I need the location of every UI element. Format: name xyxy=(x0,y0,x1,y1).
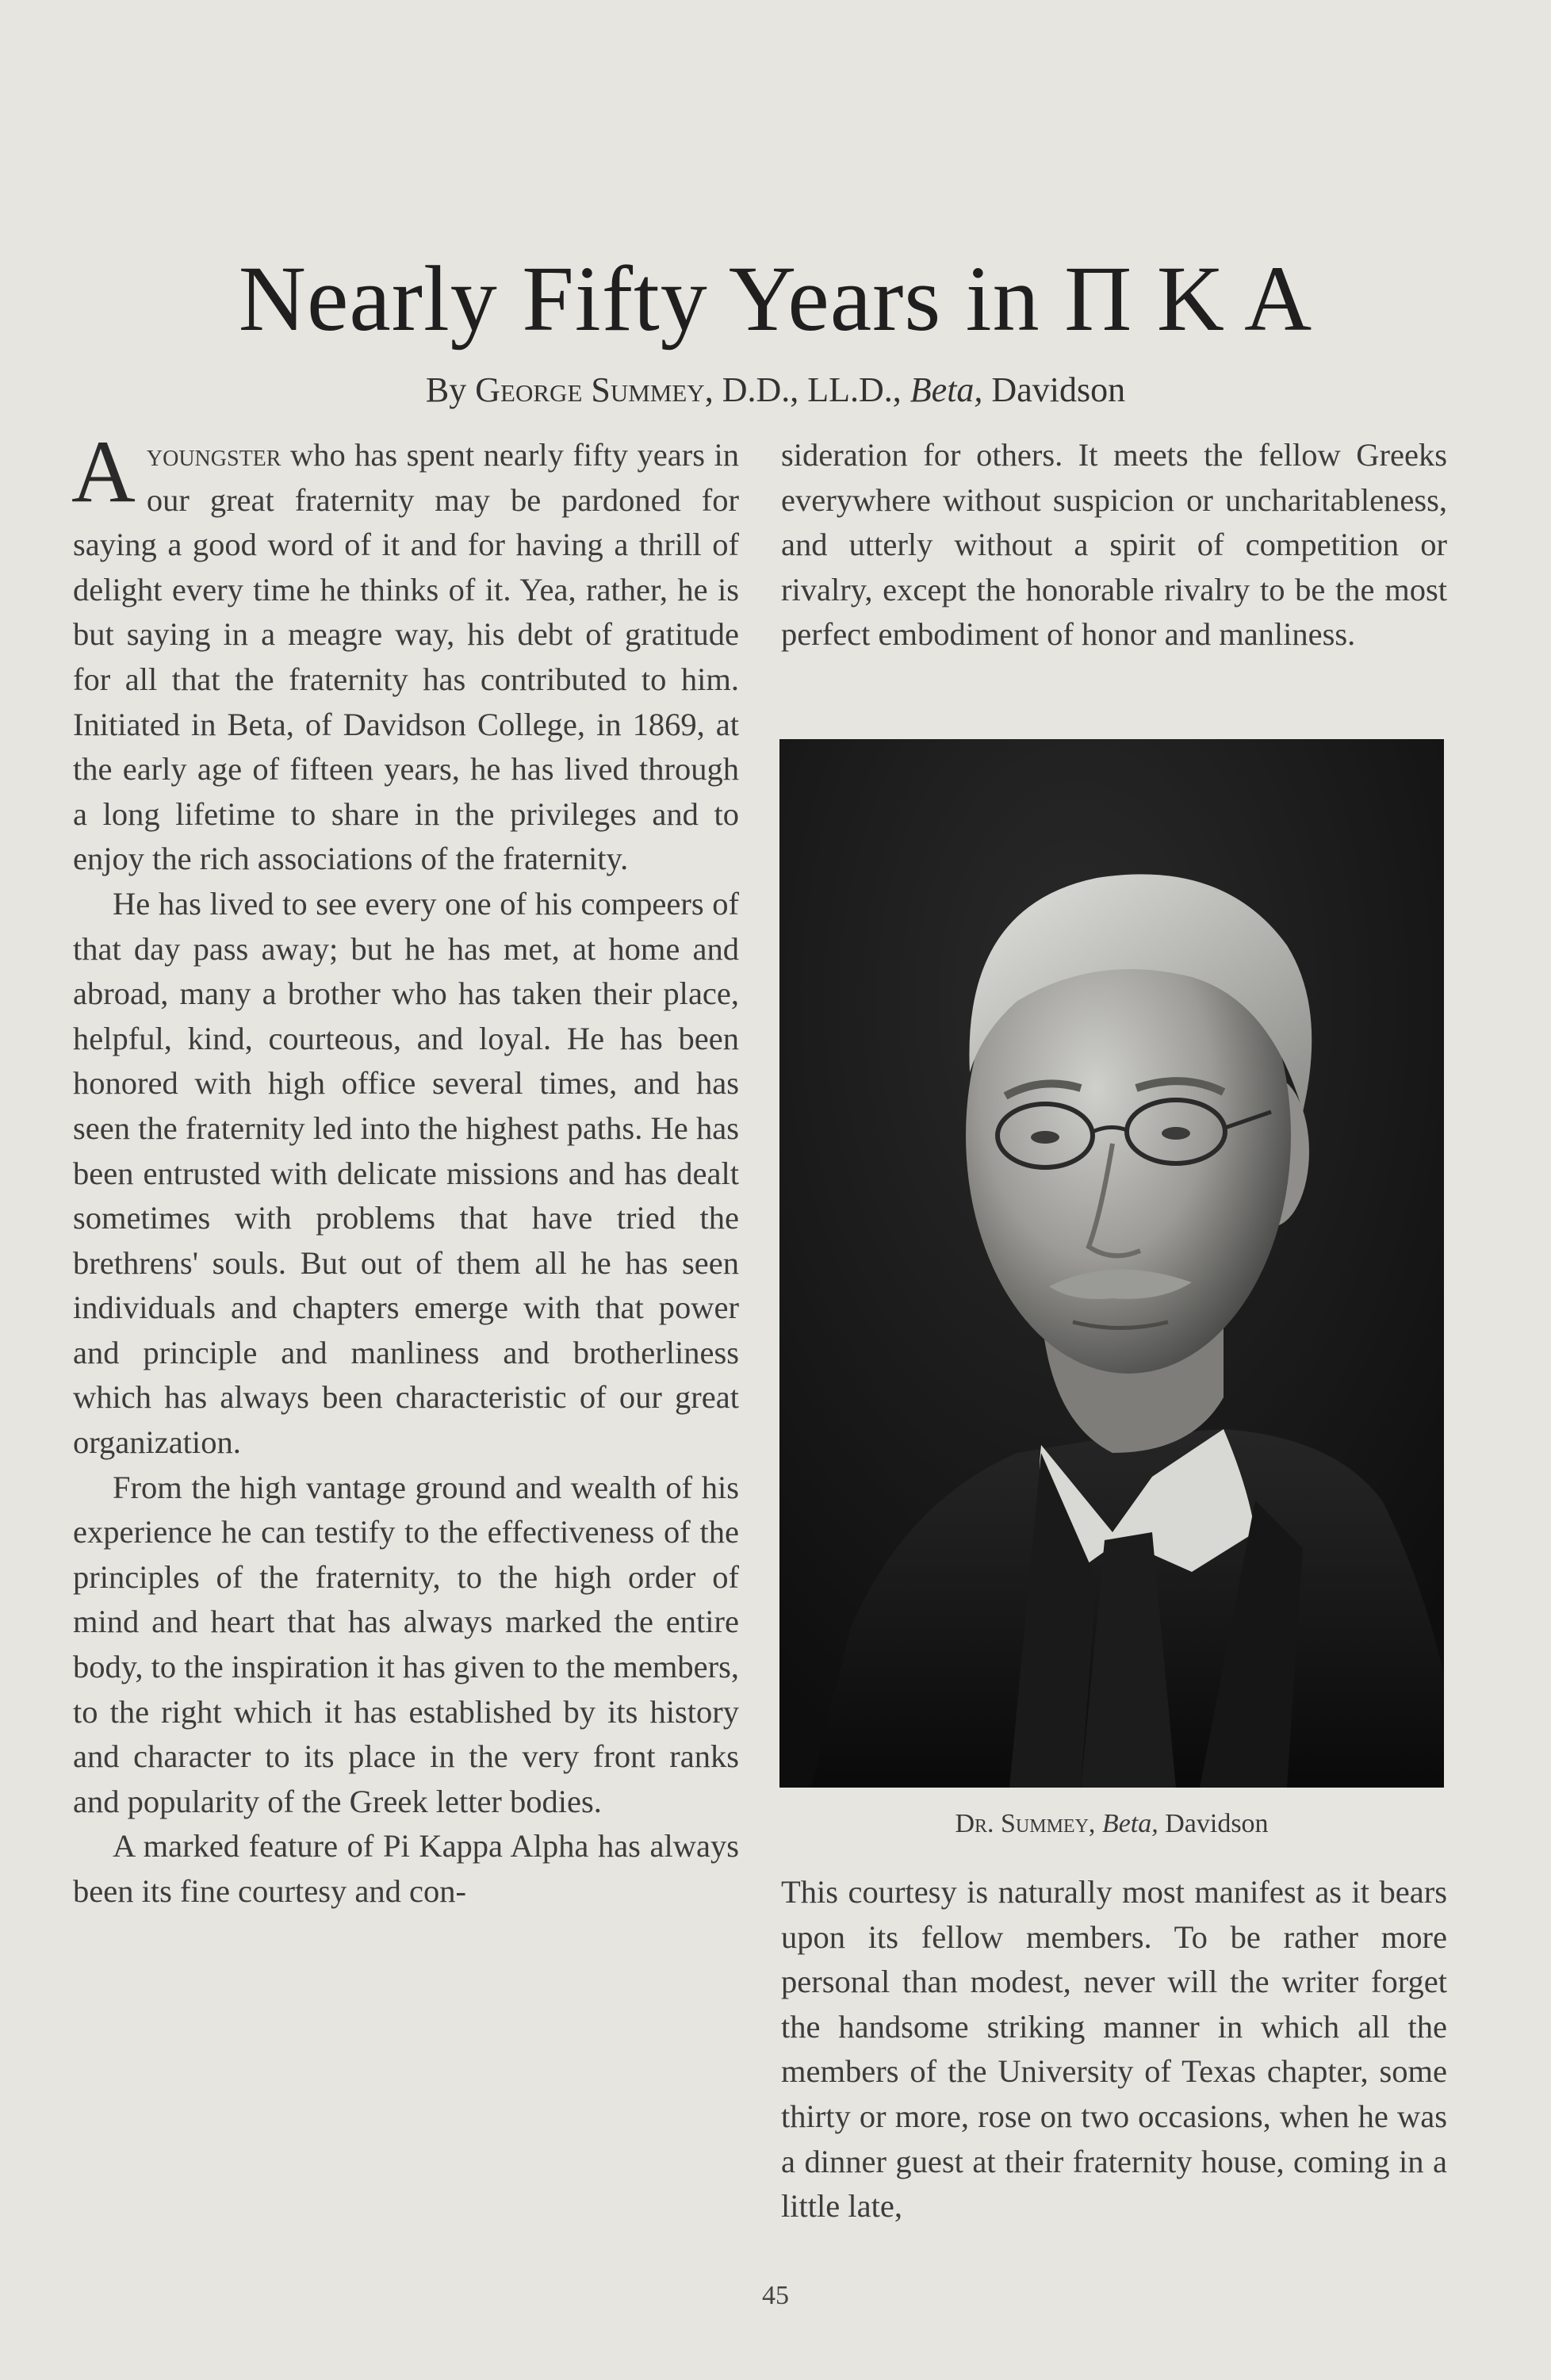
right-paragraph-bottom: This courtesy is naturally most manifest as it bears upon its fellow members. To be rather more personal than modest, never will the writer forget the handsome striking manner in which all the members of the University of Texas chapter, some thirty or more, rose on two occasions, when he was a dinner guest at their fraternity house, coming in a little late, xyxy=(781,1874,1447,2225)
lead-smallcaps: youngster xyxy=(146,437,281,473)
drop-cap: A xyxy=(71,423,136,521)
right-column-top xyxy=(781,433,1447,657)
byline-chapter: Beta, xyxy=(910,370,983,409)
right-paragraph-top: sideration for others. It meets the fellow Greeks everywhere without suspicion or uncharitableness, and utterly without a spirit of competition or rivalry, except the honorable rivalry to be the most perfect embodiment of honor and manliness. xyxy=(781,437,1447,653)
portrait-illustration xyxy=(779,739,1444,1788)
right-column-bottom xyxy=(781,1870,1447,2229)
byline-prefix: By xyxy=(425,370,467,409)
article-title: Nearly Fifty Years in Π K A xyxy=(238,247,1313,351)
left-column xyxy=(71,423,739,2281)
portrait-photo xyxy=(779,739,1444,1788)
byline-author: George Summey, D.D., LL.D., xyxy=(475,370,902,409)
photo-caption xyxy=(779,1811,1444,1838)
paragraph-4: A marked feature of Pi Kappa Alpha has always been its fine courtesy and con- xyxy=(73,1828,739,1909)
paragraph-2: He has lived to see every one of his compeers of that day pass away; but he has met, at home and abroad, many a brother who has taken their place, helpful, kind, courteous, and loyal. He has been honored with high office several times, and has seen the fraternity led into the highest paths. He has been entrusted with delicate missions and has dealt sometimes with problems that have tried the brethrens' souls. But out of them all he has seen individuals and chapters emerge with that power and principle and manliness and brotherliness which has always been characteristic of our great organization. xyxy=(73,885,739,1461)
page-number: 45 xyxy=(762,2281,789,2310)
paragraph-1 xyxy=(71,423,739,882)
paragraph-3: From the high vantage ground and wealth of his experience he can testify to the effectiveness of the principles of the fraternity, to the high order of mind and heart that has always marked the entire body, to the inspiration it has given to the members, to the right which it has established by its history and character to its place in the very front ranks and popularity of the Greek letter bodies. xyxy=(73,1469,739,1819)
caption-school: Davidson xyxy=(1165,1809,1269,1838)
caption-chapter: Beta, xyxy=(1101,1809,1158,1838)
article-byline xyxy=(0,370,1551,409)
paragraph-1-text: who has spent nearly fifty years in our great fraternity may be pardoned for saying a good word of it and for having a thrill of delight every time he thinks of it. Yea, rather, he is but saying in a meagre way, his debt of gratitude for all that the fraternity has contributed to him. Initiated in Beta, of Davidson College, in 1869, at the early age of fifteen years, he has lived through a long lifetime to share in the privileges and to enjoy the rich associations of the fraternity. xyxy=(73,437,739,877)
caption-name: Dr. Summey, xyxy=(955,1809,1096,1838)
byline-school: Davidson xyxy=(991,370,1126,409)
